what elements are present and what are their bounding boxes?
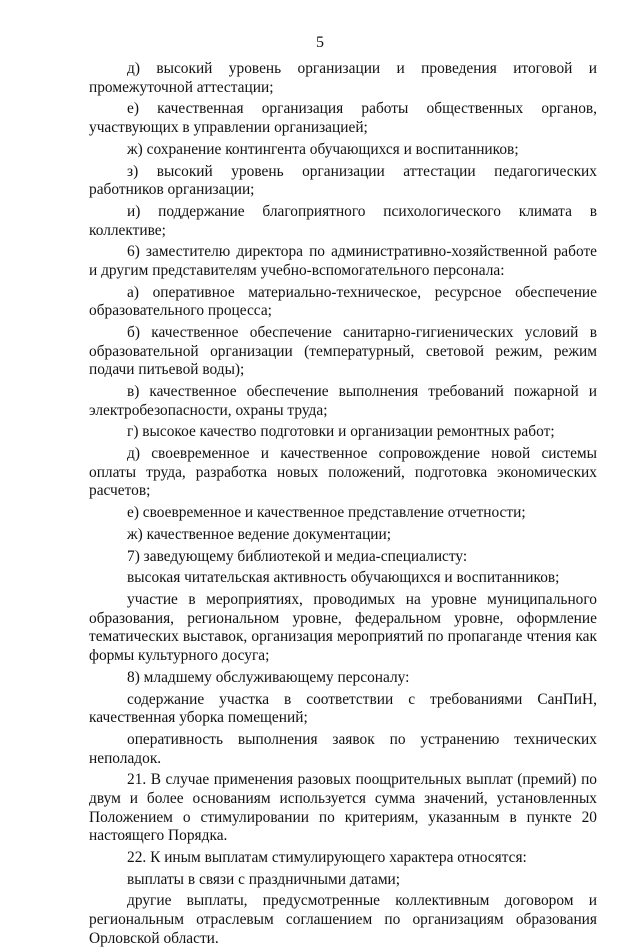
paragraph: ж) сохранение контингента обучающихся и воспитанников;: [127, 140, 519, 158]
paragraph: оперативность выполнения заявок по устранению технических неполадок.: [89, 730, 597, 767]
paragraph: 8) младшему обслуживающему персоналу:: [127, 668, 410, 686]
paragraph: а) оперативное материально-техническое, ресурсное обеспечение образовательного процесса;: [89, 283, 597, 320]
paragraph: 6) заместителю директора по административно-хозяйственной работе и другим представителям учебно-вспомогательного персонала:: [89, 243, 597, 279]
paragraph: з) высокий уровень организации аттестации педагогических работников организации;: [89, 162, 597, 199]
page-number: 5: [316, 34, 324, 51]
paragraph: г) высокое качество подготовки и организации ремонтных работ;: [127, 423, 555, 441]
paragraph: 22. К иным выплатам стимулирующего характера относятся:: [127, 848, 527, 866]
paragraph: е) своевременное и качественное представление отчетности;: [127, 504, 526, 522]
paragraph: выплаты в связи с праздничными датами;: [127, 870, 401, 888]
paragraph: ж) качественное ведение документации;: [127, 525, 392, 543]
document-body: [89, 60, 597, 948]
paragraph: 7) заведующему библиотекой и медиа-специалисту:: [127, 547, 468, 565]
paragraph: другие выплаты, предусмотренные коллективным договором и региональным отраслевым соглашением по организациям образования Орловской области.: [89, 892, 597, 947]
paragraph: е) качественная организация работы общественных органов, участвующих в управлении организацией;: [89, 100, 597, 136]
paragraph: 21. В случае применения разовых поощрительных выплат (премий) по двум и более основаниям используется сумма значений, установленных Положением о стимулировании по критериям, указанным в пункте 20 настоящего Порядка.: [89, 771, 597, 845]
paragraph: содержание участка в соответствии с требованиями СанПиН, качественная уборка помещений;: [89, 690, 597, 727]
paragraph: участие в мероприятиях, проводимых на уровне муниципального образования, региональном уровне, федеральном уровне, оформление тематических выставок, организация мероприятий по пропаганде чтения как формы культурного досуга;: [89, 591, 597, 665]
paragraph: д) своевременное и качественное сопровождение новой системы оплаты труда, разработка новых положений, подготовка экономических расчетов;: [89, 445, 597, 500]
paragraph: в) качественное обеспечение выполнения требований пожарной и электробезопасности, охраны труда;: [89, 383, 597, 419]
paragraph: и) поддержание благоприятного психологического климата в коллективе;: [89, 202, 597, 239]
paragraph: б) качественное обеспечение санитарно-гигиенических условий в образовательной организации (температурный, световой режим, режим подачи питьевой воды);: [89, 324, 597, 379]
paragraph: высокая читательская активность обучающихся и воспитанников;: [127, 569, 560, 587]
paragraph: д) высокий уровень организации и проведения итоговой и промежуточной аттестации;: [89, 60, 597, 96]
